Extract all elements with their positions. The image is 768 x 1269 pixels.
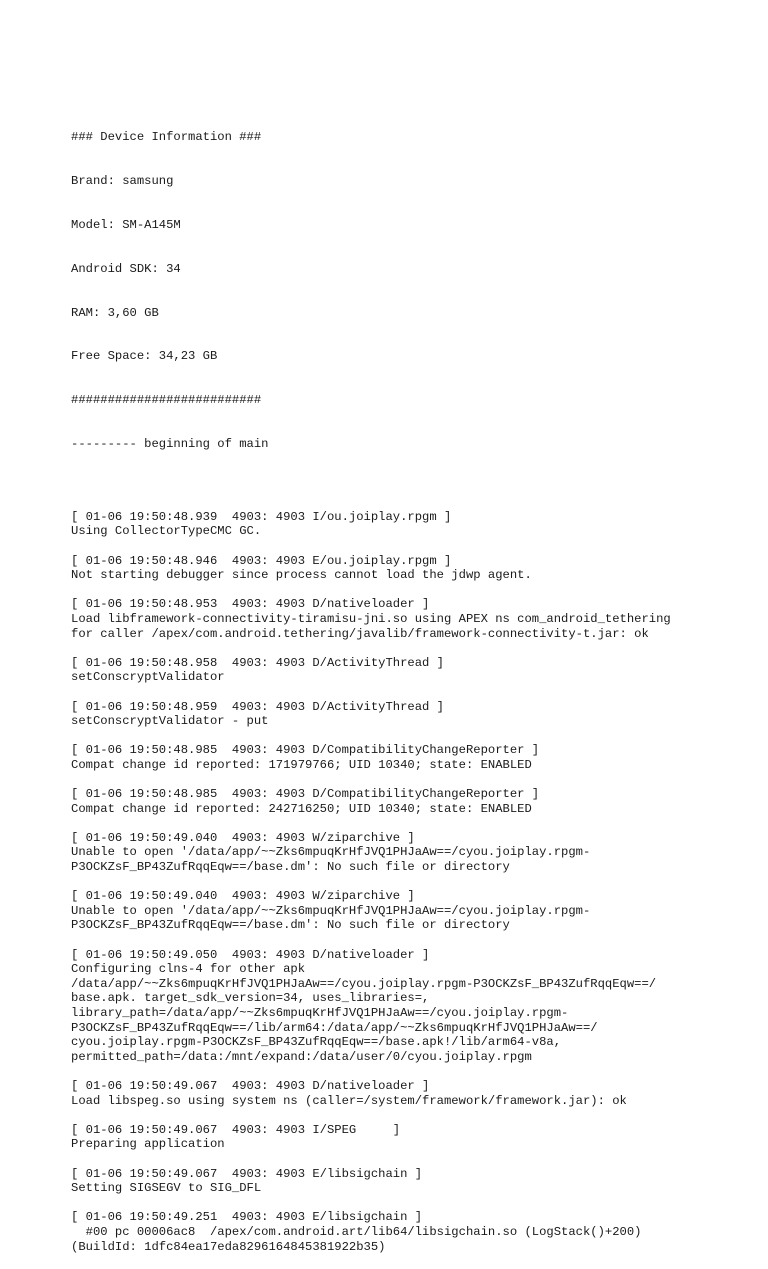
blank-line [71,875,761,890]
log-entry-tag: [ 01-06 19:50:49.040 4903: 4903 W/ziparchive ] [71,889,415,904]
log-entry [71,948,761,1079]
log-entry-message: Load libspeg.so using system ns (caller=/system/framework/framework.jar): ok [71,1093,627,1108]
log-entry-message: base.apk. target_sdk_version=34, uses_libraries=, [71,991,430,1006]
log-document [71,72,761,1269]
log-entry [71,1210,761,1254]
log-entry-message: setConscryptValidator - put [71,714,269,729]
log-entry-tag: [ 01-06 19:50:49.067 4903: 4903 D/nativeloader ] [71,1078,430,1093]
log-entry-message: Compat change id reported: 242716250; UID 10340; state: ENABLED [71,801,532,816]
ram-line: RAM: 3,60 GB [71,305,159,320]
log-entry-message: permitted_path=/data:/mnt/expand:/data/user/0/cyou.joiplay.rpgm [71,1049,532,1064]
model-line: Model: SM-A145M [71,217,181,232]
log-entry [71,656,761,700]
log-entry [71,510,761,554]
blank-line [71,729,761,744]
blank-line [71,685,761,700]
log-entry-message: Preparing application [71,1137,225,1152]
log-entry-message: Compat change id reported: 171979766; UID 10340; state: ENABLED [71,757,532,772]
blank-line [71,1064,761,1079]
log-entry-message: Not starting debugger since process cannot load the jdwp agent. [71,568,532,583]
blank-line [71,641,761,656]
log-entry-tag: [ 01-06 19:50:49.067 4903: 4903 I/SPEG ] [71,1122,401,1137]
log-entry [71,743,761,787]
log-entry [71,1079,761,1123]
log-entry [71,597,761,655]
device-info-title: ### Device Information ### [71,130,262,145]
log-entry-message: Unable to open '/data/app/~~Zks6mpuqKrHfJVQ1PHJaAw==/cyou.joiplay.rpgm- [71,845,591,860]
log-entry-message: Configuring clns-4 for other apk [71,962,306,977]
log-entry-message: library_path=/data/app/~~Zks6mpuqKrHfJVQ1PHJaAw==/cyou.joiplay.rpgm- [71,1006,569,1020]
log-entry-message: #00 pc 00006ac8 /apex/com.android.art/lib64/libsigchain.so (LogStack()+200) [71,1224,642,1239]
log-entry-message: setConscryptValidator [71,670,225,685]
log-entry-tag: [ 01-06 19:50:48.953 4903: 4903 D/nativeloader ] [71,597,430,612]
log-entry-tag: [ 01-06 19:50:48.959 4903: 4903 D/ActivityThread ] [71,699,444,714]
blank-line [71,583,761,598]
log-entry [71,1123,761,1167]
log-entry-message: Using CollectorTypeCMC GC. [71,524,262,539]
log-entry-tag: [ 01-06 19:50:49.040 4903: 4903 W/ziparchive ] [71,830,415,845]
device-info-header [71,101,761,480]
log-entry-message: Setting SIGSEGV to SIG_DFL [71,1181,262,1196]
log-entry-message: P3OCKZsF_BP43ZufRqqEqw==/base.dm': No such file or directory [71,918,510,933]
blank-line [71,1108,761,1123]
log-entry-message: cyou.joiplay.rpgm-P3OCKZsF_BP43ZufRqqEqw==/base.apk!/lib/arm64-v8a, [71,1035,562,1050]
log-entry [71,1167,761,1211]
log-entry [71,700,761,744]
log-entry-message: (BuildId: 1dfc84ea17eda8296164845381922b35) [71,1239,386,1254]
log-entry [71,889,761,947]
log-entry [71,554,761,598]
log-entry-tag: [ 01-06 19:50:49.050 4903: 4903 D/nativeloader ] [71,947,430,962]
log-entries [71,510,761,1254]
log-entry-message: /data/app/~~Zks6mpuqKrHfJVQ1PHJaAw==/cyou.joiplay.rpgm-P3OCKZsF_BP43ZufRqqEqw==/ [71,976,657,991]
blank-line [71,1152,761,1167]
blank-line [71,539,761,554]
log-entry-tag: [ 01-06 19:50:48.946 4903: 4903 E/ou.joiplay.rpgm ] [71,553,452,568]
blank-line [71,816,761,831]
sdk-line: Android SDK: 34 [71,261,181,276]
blank-line [71,933,761,948]
log-entry-message: Load libframework-connectivity-tiramisu-jni.so using APEX ns com_android_tethering [71,611,671,626]
blank-line [71,1196,761,1211]
log-entry-tag: [ 01-06 19:50:48.985 4903: 4903 D/CompatibilityChangeReporter ] [71,743,540,758]
log-entry-tag: [ 01-06 19:50:48.939 4903: 4903 I/ou.joiplay.rpgm ] [71,509,452,524]
separator-line: ########################## [71,393,262,408]
main-begin-line: --------- beginning of main [71,436,269,451]
log-entry-tag: [ 01-06 19:50:49.067 4903: 4903 E/libsigchain ] [71,1166,423,1181]
log-entry-tag: [ 01-06 19:50:49.251 4903: 4903 E/libsigchain ] [71,1210,423,1225]
log-entry-message: P3OCKZsF_BP43ZufRqqEqw==/lib/arm64:/data/app/~~Zks6mpuqKrHfJVQ1PHJaAw==/ [71,1020,598,1035]
log-entry-message: P3OCKZsF_BP43ZufRqqEqw==/base.dm': No such file or directory [71,860,510,875]
log-entry [71,831,761,889]
log-entry [71,787,761,831]
log-entry-message: Unable to open '/data/app/~~Zks6mpuqKrHfJVQ1PHJaAw==/cyou.joiplay.rpgm- [71,903,591,918]
log-entry-tag: [ 01-06 19:50:48.985 4903: 4903 D/CompatibilityChangeReporter ] [71,787,540,802]
brand-line: Brand: samsung [71,174,174,189]
log-entry-tag: [ 01-06 19:50:48.958 4903: 4903 D/ActivityThread ] [71,655,444,670]
free-space-line: Free Space: 34,23 GB [71,349,218,364]
log-entry-message: for caller /apex/com.android.tethering/javalib/framework-connectivity-t.jar: ok [71,626,649,641]
blank-line [71,773,761,788]
